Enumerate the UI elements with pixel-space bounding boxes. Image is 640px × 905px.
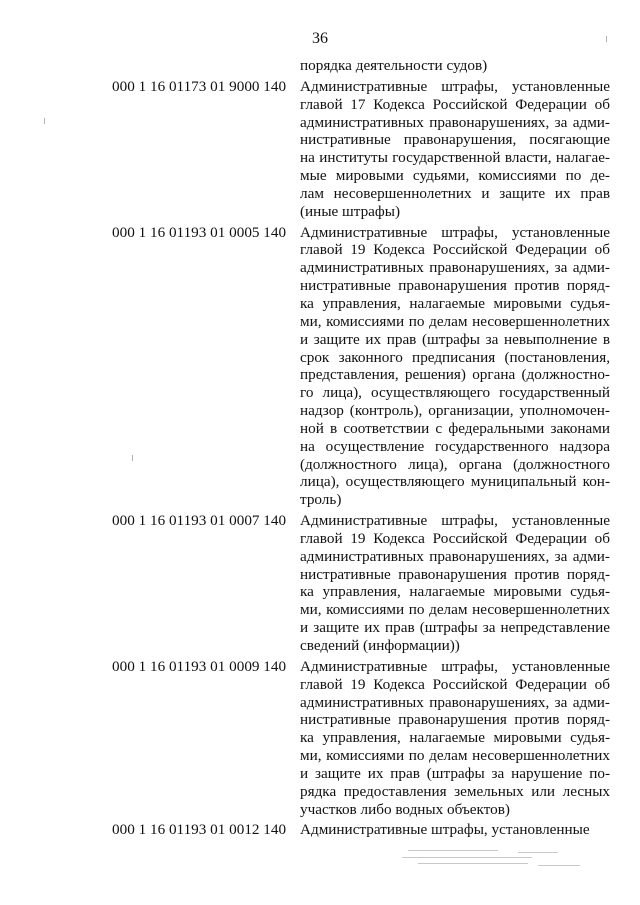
page-number: 36 [312,30,328,47]
revenue-description [300,224,610,510]
description-line: ной в соответствии с федеральными законами [300,419,610,437]
description-line: нистративные правонарушения против поряд- [300,277,610,295]
revenue-description [300,78,610,221]
revenue-description [300,658,610,819]
description-line: срок законного предписания (постановления, [300,348,610,366]
budget-code: 000 1 16 01173 01 9000 140 [112,77,287,95]
description-line: нистративные правонарушения, посягающие [300,131,610,149]
description-line: главой 19 Кодекса Российской Федерации об [300,241,610,259]
description-line: административных правонарушениях, за адми- [300,693,610,711]
budget-classification-table [112,57,612,839]
description-line: и защите их прав (штрафы за непредставление [300,619,610,637]
description-line: мые мировыми судьями, комиссиями по де- [300,167,610,185]
description-line: го лица), осуществляющего государственный [300,384,610,402]
faded-stamp-mark [398,846,588,872]
table-row [112,512,612,655]
description-line: главой 19 Кодекса Российской Федерации об [300,529,610,547]
description-line: ми, комиссиями по делам несовершеннолетних [300,312,610,330]
description-line: Административные штрафы, установленные [300,657,610,675]
description-line: ка управления, налагаемые мировыми судья- [300,294,610,312]
description-line: главой 19 Кодекса Российской Федерации об [300,675,610,693]
budget-code [112,57,300,75]
budget-code: 000 1 16 01193 01 0007 140 [112,512,287,530]
description-line: ка управления, налагаемые мировыми судья- [300,583,610,601]
description-line: порядка деятельности судов) [300,57,488,74]
scan-speck [44,118,45,124]
description-line: (иные штрафы) [300,202,401,220]
description-line: нистративные правонарушения против поряд- [300,711,610,729]
budget-code: 000 1 16 01193 01 0009 140 [112,657,287,675]
description-line: троль) [300,491,342,509]
description-line: Административные штрафы, установленные [300,512,610,530]
description-line: Административные штрафы, установленные [300,821,590,839]
scan-speck [132,455,133,461]
description-line: сведений (информации)) [300,637,460,654]
description-line: административных правонарушениях, за адми- [300,259,610,277]
description-line: ка управления, налагаемые мировыми судья- [300,729,610,747]
table-row [112,224,612,510]
description-line: и защите их прав (штрафы за невыполнение в [300,330,610,348]
description-line: нистративные правонарушения против поряд- [300,565,610,583]
description-line: лица), осуществляющего муниципальный кон- [300,473,610,491]
description-line: на осуществление государственного надзора [300,437,610,455]
description-line: Административные штрафы, установленные [300,223,610,241]
table-row [112,78,612,221]
revenue-description [300,821,610,839]
description-line: главой 17 Кодекса Российской Федерации об [300,95,610,113]
description-line: административных правонарушениях, за адми- [300,113,610,131]
description-line: надзор (контроль), организации, уполномочен- [300,402,610,420]
description-line: рядка предоставления земельных или лесных [300,782,610,800]
scan-speck [606,36,607,42]
description-line: (должностного лица), органа (должностного [300,455,610,473]
budget-code: 000 1 16 01193 01 0012 140 [112,821,287,839]
revenue-description [300,57,610,75]
description-line: представления, решения) органа (должностно- [300,366,610,384]
description-line: лам несовершеннолетних и защите их прав [300,184,610,202]
description-line: ми, комиссиями по делам несовершеннолетних [300,601,610,619]
table-row [112,658,612,819]
table-row [112,821,612,839]
description-line: на институты государственной власти, налагае- [300,149,610,167]
description-line: административных правонарушениях, за адми- [300,547,610,565]
description-line: и защите их прав (штрафы за нарушение по- [300,764,610,782]
budget-code: 000 1 16 01193 01 0005 140 [112,223,287,241]
description-line: ми, комиссиями по делам несовершеннолетних [300,747,610,765]
revenue-description [300,512,610,655]
description-line: Административные штрафы, установленные [300,77,610,95]
description-line: участков либо водных объектов) [300,800,510,818]
table-row [112,57,612,75]
